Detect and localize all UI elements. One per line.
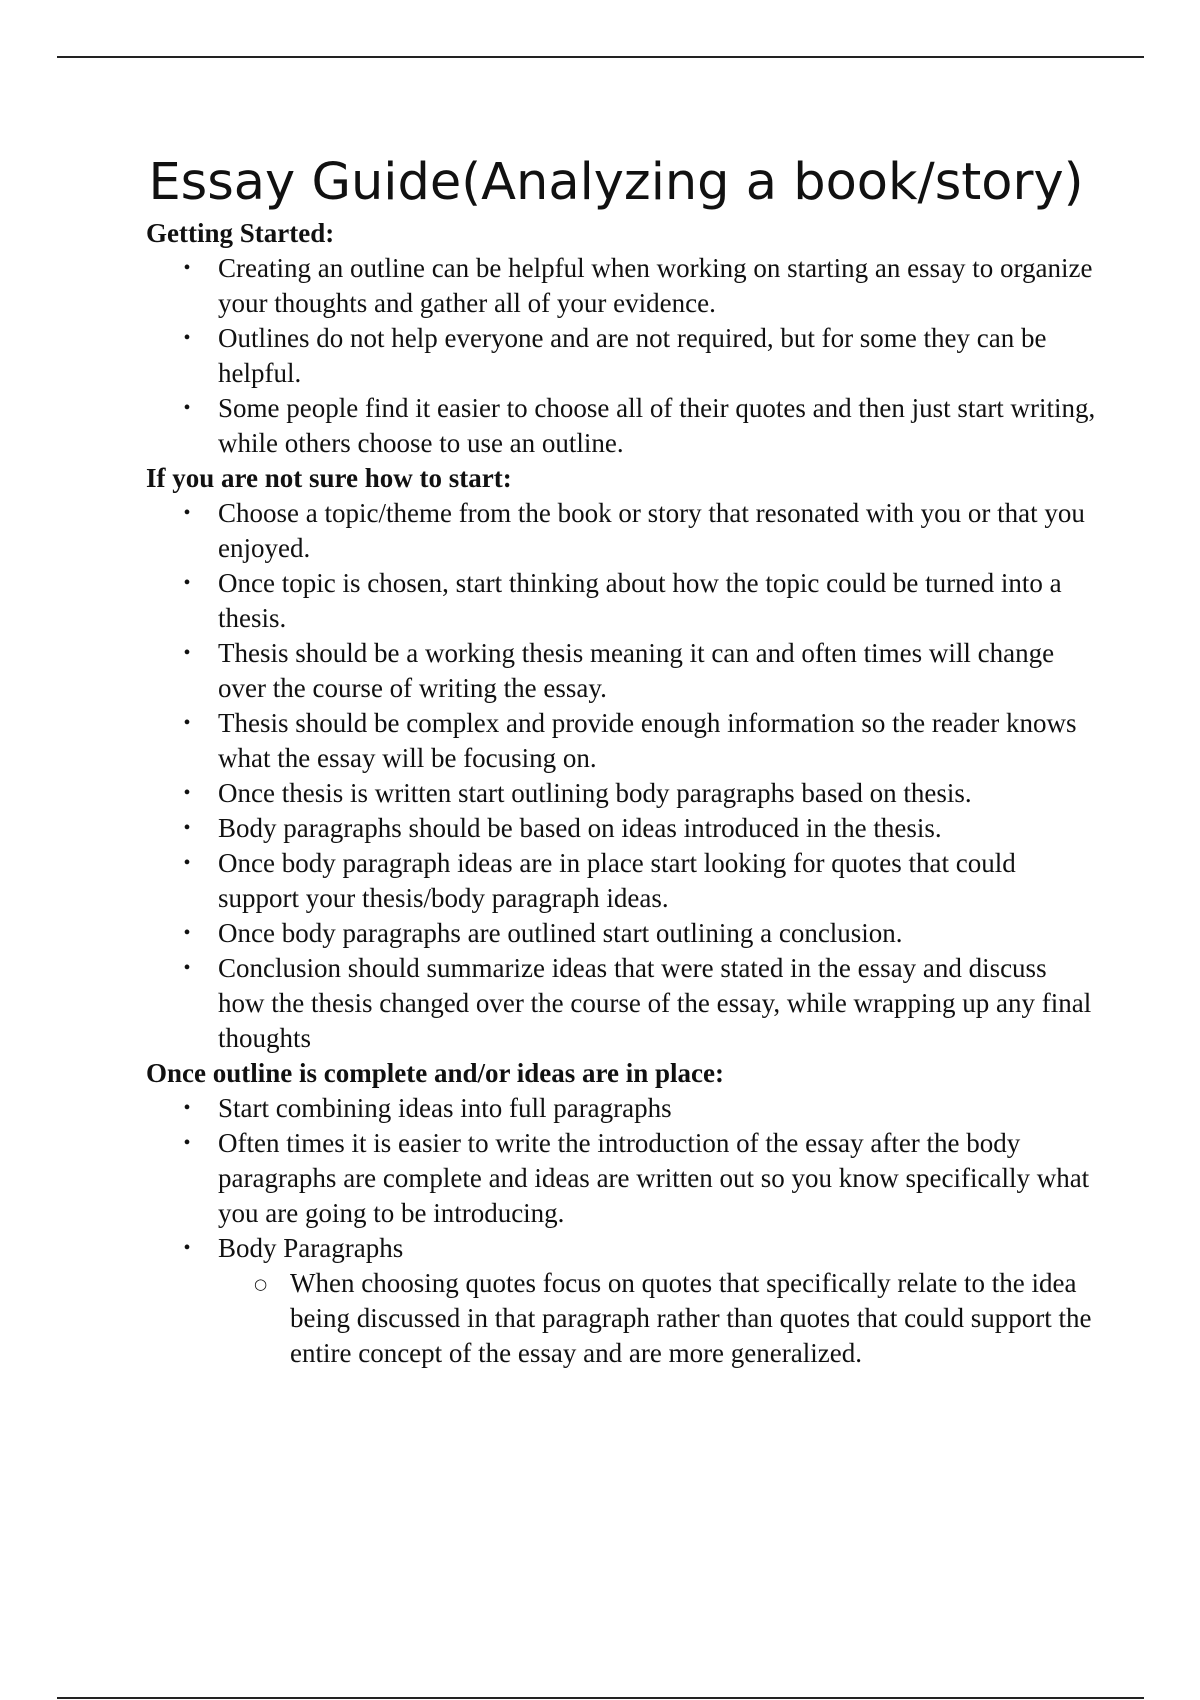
bullet-list-outline-complete <box>146 1091 1096 1371</box>
list-item <box>146 566 1096 636</box>
list-item-text: Thesis should be a working thesis meaning it can and often times will change over the course of writing the essay. <box>218 638 1055 703</box>
document-body <box>146 150 1096 1371</box>
section-heading-outline-complete: Once outline is complete and/or ideas are in place: <box>146 1058 724 1088</box>
list-item-text: Often times it is easier to write the introduction of the essay after the body paragraphs are complete and ideas are written out so you know specifically what you are going to be introducing. <box>218 1128 1090 1228</box>
sub-bullet-list-body-paragraphs <box>218 1266 1096 1371</box>
bullet-icon: • <box>183 397 191 419</box>
bullet-icon: • <box>183 782 191 804</box>
list-item-text: Thesis should be complex and provide enough information so the reader knows what the essay will be focusing on. <box>218 708 1077 773</box>
list-item-text: Creating an outline can be helpful when working on starting an essay to organize your thoughts and gather all of your evidence. <box>218 253 1093 318</box>
bullet-icon: • <box>183 817 191 839</box>
list-item <box>146 1091 1096 1126</box>
list-item <box>146 321 1096 391</box>
list-item-text: Outlines do not help everyone and are not required, but for some they can be helpful. <box>218 323 1047 388</box>
list-item-text: Body paragraphs should be based on ideas introduced in the thesis. <box>218 813 942 843</box>
list-item <box>146 391 1096 461</box>
bullet-list-getting-started <box>146 251 1096 461</box>
list-item <box>146 951 1096 1056</box>
sub-list-item-text: When choosing quotes focus on quotes that specifically relate to the idea being discussed in that paragraph rather than quotes that could support the entire concept of the essay and are more generalized. <box>290 1268 1092 1368</box>
section-heading-getting-started: Getting Started: <box>146 218 335 248</box>
bullet-icon: • <box>183 922 191 944</box>
list-item <box>146 636 1096 706</box>
sub-list-item <box>218 1266 1096 1371</box>
bullet-icon: • <box>183 327 191 349</box>
bullet-icon: • <box>183 1237 191 1259</box>
list-item <box>146 846 1096 916</box>
list-item-text: Start combining ideas into full paragraphs <box>218 1093 672 1123</box>
list-item <box>146 1231 1096 1371</box>
bottom-rule <box>57 1697 1144 1699</box>
list-item <box>146 251 1096 321</box>
list-item <box>146 776 1096 811</box>
list-item <box>146 811 1096 846</box>
bullet-icon: • <box>183 852 191 874</box>
list-item-text: Choose a topic/theme from the book or story that resonated with you or that you enjoyed. <box>218 498 1085 563</box>
bullet-icon: • <box>183 1097 191 1119</box>
list-item <box>146 706 1096 776</box>
top-rule <box>57 56 1144 58</box>
bullet-icon: • <box>183 642 191 664</box>
list-item <box>146 916 1096 951</box>
list-item-text: Body Paragraphs <box>218 1233 404 1263</box>
hollow-circle-icon: ○ <box>254 1275 268 1293</box>
list-item-text: Once body paragraph ideas are in place start looking for quotes that could support your thesis/body paragraph ideas. <box>218 848 1016 913</box>
bullet-icon: • <box>183 1132 191 1154</box>
bullet-icon: • <box>183 572 191 594</box>
list-item-text: Once topic is chosen, start thinking about how the topic could be turned into a thesis. <box>218 568 1062 633</box>
list-item-text: Some people find it easier to choose all of their quotes and then just start writing, while others choose to use an outline. <box>218 393 1096 458</box>
list-item <box>146 496 1096 566</box>
list-item <box>146 1126 1096 1231</box>
bullet-list-not-sure-how-to-start <box>146 496 1096 1056</box>
bullet-icon: • <box>183 957 191 979</box>
list-item-text: Once body paragraphs are outlined start outlining a conclusion. <box>218 918 903 948</box>
bullet-icon: • <box>183 257 191 279</box>
list-item-text: Once thesis is written start outlining body paragraphs based on thesis. <box>218 778 972 808</box>
bullet-icon: • <box>183 502 191 524</box>
document-title: Essay Guide(Analyzing a book/story) <box>148 153 1084 212</box>
section-heading-not-sure-how-to-start: If you are not sure how to start: <box>146 463 512 493</box>
bullet-icon: • <box>183 712 191 734</box>
list-item-text: Conclusion should summarize ideas that were stated in the essay and discuss how the thesis changed over the course of the essay, while wrapping up any final thoughts <box>218 953 1092 1053</box>
